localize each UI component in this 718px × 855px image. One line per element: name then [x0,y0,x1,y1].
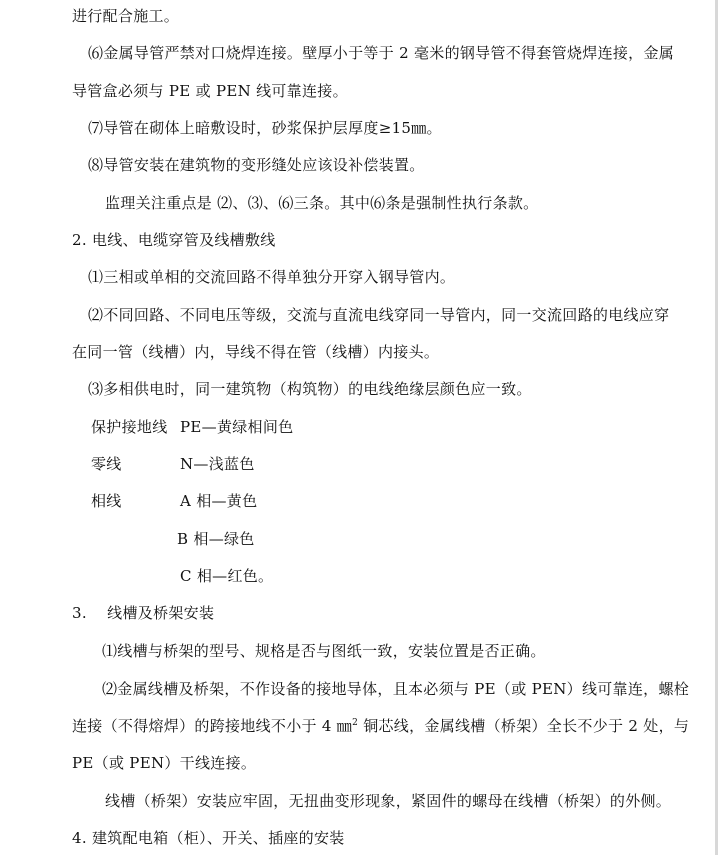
pe-label: 保护接地线 [91,418,168,436]
n-color: N—浅蓝色 [180,455,255,473]
paragraph-line: ⑴三相或单相的交流回路不得单独分开穿入钢导管内。 [88,268,456,286]
supervision-note: 线槽（桥架）安装应牢固，无扭曲变形现象，紧固件的螺母在线槽（桥架）的外侧。 [105,792,672,810]
paragraph-line: 在同一管（线槽）内，导线不得在管（线槽）内接头。 [72,343,440,361]
section-heading: 3. 线槽及桥架安装 [72,604,215,622]
paragraph-line: ⑹金属导管严禁对口烧焊连接。壁厚小于等于 2 毫米的钢导管不得套管烧焊连接，金属 [88,44,675,62]
phase-label: 相线 [91,492,122,510]
phase-b-color: B 相—绿色 [177,530,255,548]
paragraph-line: 导管盒必须与 PE 或 PEN 线可靠连接。 [72,82,348,100]
phase-a-color: A 相—黄色 [180,492,258,510]
text-segment: 连接（不得熔焊）的跨接地线不小于 4 ㎜ [72,717,353,735]
paragraph-line: ⑵金属线槽及桥架，不作设备的接地导体，且本必须与 PE（或 PEN）线可靠连，螺栓 [102,680,690,698]
paragraph-line: ⑻导管安装在建筑物的变形缝处应该设补偿装置。 [88,156,425,174]
paragraph-line: ⑶多相供电时，同一建筑物（构筑物）的电线绝缘层颜色应一致。 [88,380,532,398]
pe-color: PE—黄绿相间色 [180,418,294,436]
superscript: 2 [352,718,359,728]
paragraph-line: ⑵不同回路、不同电压等级，交流与直流电线穿同一导管内，同一交流回路的电线应穿 [88,306,670,324]
paragraph-line: PE（或 PEN）干线连接。 [72,754,257,772]
phase-c-color: C 相—红色。 [180,567,274,585]
section-heading: 2. 电线、电缆穿管及线槽敷线 [72,231,276,249]
supervision-note: 监理关注重点是 ⑵、⑶、⑹三条。其中⑹条是强制性执行条款。 [105,194,539,212]
paragraph-line: 进行配合施工。 [72,7,180,25]
n-label: 零线 [91,455,122,473]
text-segment: 铜芯线，金属线槽（桥架）全长不少于 2 处，与 [358,717,690,735]
section-heading: 4. 建筑配电箱（柜）、开关、插座的安装 [72,829,345,847]
paragraph-line [72,716,689,736]
paragraph-line: ⑺导管在砌体上暗敷设时，砂浆保护层厚度≥15㎜。 [88,119,442,137]
paragraph-line: ⑴线槽与桥架的型号、规格是否与图纸一致，安装位置是否正确。 [102,642,546,660]
